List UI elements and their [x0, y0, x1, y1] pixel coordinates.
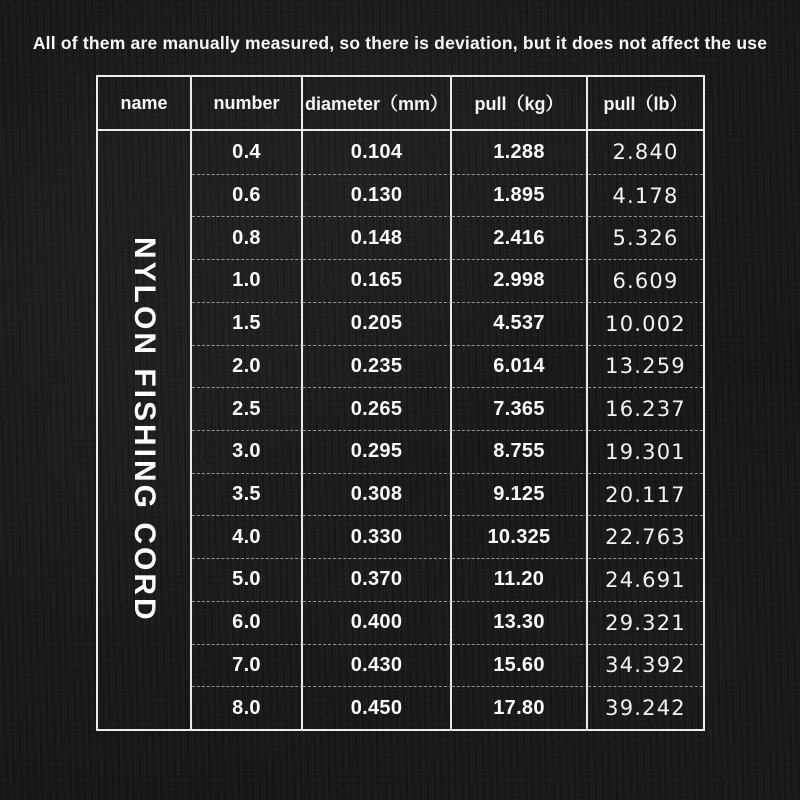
product-name-vertical-label: NYLON FISHING CORD [128, 237, 161, 623]
cell-pull-lb: 24.691 [588, 558, 703, 601]
cell-pull-kg: 2.998 [452, 259, 588, 302]
cell-number: 0.6 [192, 174, 303, 217]
cell-diameter-mm: 0.400 [303, 601, 452, 644]
header-pull-lb: pull（lb） [588, 77, 703, 131]
cell-number: 7.0 [192, 644, 303, 687]
cell-diameter-mm: 0.104 [303, 131, 452, 174]
cell-diameter-mm: 0.148 [303, 216, 452, 259]
cell-pull-lb: 5.326 [588, 216, 703, 259]
cell-pull-kg: 8.755 [452, 430, 588, 473]
cell-pull-kg: 10.325 [452, 515, 588, 558]
cell-pull-kg: 15.60 [452, 644, 588, 687]
cell-diameter-mm: 0.235 [303, 345, 452, 388]
header-name: name [98, 77, 192, 131]
cell-diameter-mm: 0.330 [303, 515, 452, 558]
cell-pull-lb: 13.259 [588, 345, 703, 388]
cell-number: 4.0 [192, 515, 303, 558]
cell-pull-kg: 17.80 [452, 686, 588, 729]
cell-pull-lb: 2.840 [612, 140, 679, 165]
cell-number: 6.0 [192, 601, 303, 644]
cell-pull-lb: 6.609 [588, 259, 703, 302]
cell-pull-lb: 10.002 [588, 302, 703, 345]
header-pull-kg: pull（kg） [452, 77, 588, 131]
cell-number: 0.8 [192, 216, 303, 259]
cell-pull-kg: 1.288 [452, 131, 588, 174]
cell-pull-lb: 16.237 [588, 387, 703, 430]
cell-number: 3.5 [192, 473, 303, 516]
header-number: number [192, 77, 303, 131]
cell-pull-lb: 39.242 [588, 686, 703, 729]
disclaimer-title: All of them are manually measured, so there is deviation, but it does not affect the use [32, 33, 768, 53]
cell-diameter-mm: 0.265 [303, 387, 452, 430]
cell-number: 3.0 [192, 430, 303, 473]
cell-pull-lb: 29.321 [588, 601, 703, 644]
cell-pull-kg: 13.30 [452, 601, 588, 644]
cell-number: 1.5 [192, 302, 303, 345]
cell-number: 2.5 [192, 387, 303, 430]
cell-pull-kg: 1.895 [452, 174, 588, 217]
cell-pull-kg: 11.20 [452, 558, 588, 601]
cell-pull-lb: 4.178 [588, 174, 703, 217]
cell-pull-kg: 7.365 [452, 387, 588, 430]
cell-pull-lb: 34.392 [588, 644, 703, 687]
header-diameter-mm: diameter（mm） [303, 77, 452, 131]
cell-pull-kg: 9.125 [452, 473, 588, 516]
cell-diameter-mm: 0.205 [303, 302, 452, 345]
cell-pull-lb: 20.117 [588, 473, 703, 516]
cell-pull-kg: 4.537 [452, 302, 588, 345]
cell-pull-kg: 6.014 [452, 345, 588, 388]
cell-number: 0.4 [192, 131, 303, 174]
cell-number: 5.0 [192, 558, 303, 601]
cell-pull-kg: 2.416 [452, 216, 588, 259]
product-name-cell [98, 131, 192, 729]
cell-diameter-mm: 0.430 [303, 644, 452, 687]
cell-diameter-mm: 0.308 [303, 473, 452, 516]
cell-pull-lb: 22.763 [588, 515, 703, 558]
cell-diameter-mm: 0.450 [303, 686, 452, 729]
cell-number: 8.0 [192, 686, 303, 729]
cell-number: 2.0 [192, 345, 303, 388]
cell-pull-lb: 19.301 [588, 430, 703, 473]
cell-diameter-mm: 0.130 [303, 174, 452, 217]
cell-diameter-mm: 0.165 [303, 259, 452, 302]
spec-table [96, 75, 705, 731]
cell-number: 1.0 [192, 259, 303, 302]
cell-diameter-mm: 0.370 [303, 558, 452, 601]
cell-diameter-mm: 0.295 [303, 430, 452, 473]
